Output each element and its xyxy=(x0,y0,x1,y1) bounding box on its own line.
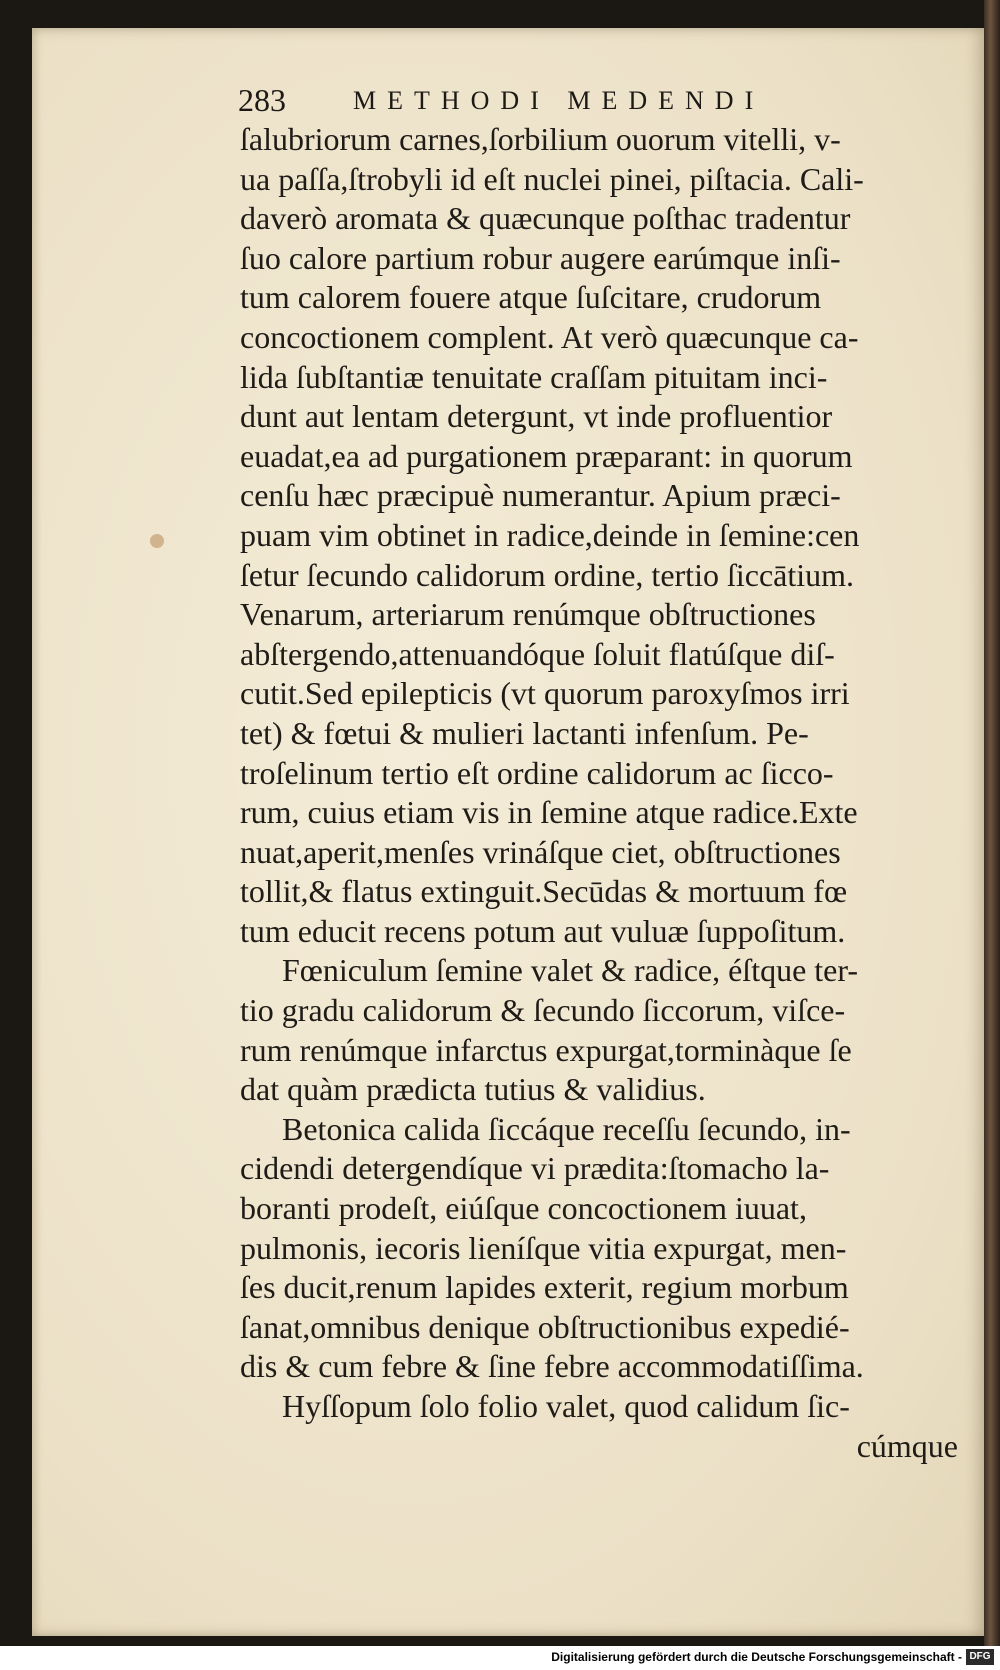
text-line: cenſu hæc præcipuè numerantur. Apium præci- xyxy=(240,477,841,514)
text-line: Venarum, arteriarum renúmque obſtructiones xyxy=(240,596,816,633)
text-line: nuat,aperit,menſes vrináſque ciet, obſtructiones xyxy=(240,833,841,870)
text-line: rum, cuius etiam vis in ſemine atque radice.Exte xyxy=(240,794,858,831)
text-line: tio gradu calidorum & ſecundo ſiccorum, viſce- xyxy=(240,992,846,1029)
text-line: Betonica calida ſiccáque receſſu ſecundo, in- xyxy=(282,1110,851,1147)
text-line: lida ſubſtantiæ tenuitate craſſam pituitam inci- xyxy=(240,358,828,395)
text-line: Hyſſopum ſolo folio valet, quod calidum ſic- xyxy=(282,1388,850,1424)
text-line: euadat,ea ad purgationem præparant: in quorum xyxy=(240,437,853,474)
text-block xyxy=(240,120,960,1466)
paper-stain xyxy=(150,534,164,548)
text-line: abſtergendo,attenuandóque ſoluit flatúſque diſ- xyxy=(240,635,835,672)
text-line: dat quàm prædicta tutius & validius. xyxy=(240,1071,706,1108)
text-line: rum renúmque infarctus expurgat,torminàque ſe xyxy=(240,1031,852,1068)
text-line: pulmonis, iecoris lieníſque vitia expurgat, men- xyxy=(240,1229,847,1266)
text-line: concoctionem complent. At verò quæcunque ca- xyxy=(240,318,859,355)
running-title: METHODI MEDENDI xyxy=(353,86,765,115)
text-line: daverò aromata & quæcunque poſthac tradentur xyxy=(240,200,851,237)
text-line: ſuo calore partium robur augere earúmque inſi- xyxy=(240,239,841,276)
book-edge xyxy=(984,0,1000,1646)
footer-credit: Digitalisierung gefördert durch die Deutsche Forschungsgemeinschaft - xyxy=(551,1650,962,1664)
text-line: ſalubriorum carnes,ſorbilium ouorum vitelli, v- xyxy=(240,121,841,157)
text-line: Fœniculum ſemine valet & radice, éſtque ter- xyxy=(282,952,859,989)
text-line: tet) & fœtui & mulieri lactanti infenſum. Pe- xyxy=(240,714,809,751)
page-header xyxy=(238,82,838,122)
text-line: tum calorem fouere atque ſuſcitare, crudorum xyxy=(240,279,822,316)
text-line: dis & cum febre & ſine febre accommodatiſſima. xyxy=(240,1348,864,1385)
text-line: tum educit recens potum aut vuluæ ſuppoſitum. xyxy=(240,912,846,949)
text-line: ua paſſa,ſtrobyli id eſt nuclei pinei, piſtacia. Cali- xyxy=(240,160,864,197)
page-number: 283 xyxy=(238,82,286,118)
text-line: cidendi detergendíque vi prædita:ſtomacho la- xyxy=(240,1150,830,1187)
text-line: ſes ducit,renum lapides exterit, regium morbum xyxy=(240,1269,849,1306)
text-line: ſetur ſecundo calidorum ordine, tertio ſiccātium. xyxy=(240,556,855,593)
footer-bar xyxy=(0,1646,1000,1670)
catchword: cúmque xyxy=(856,1427,958,1464)
text-line: dunt aut lentam detergunt, vt inde profluentior xyxy=(240,398,833,435)
text-line: tollit,& flatus extinguit.Secūdas & mortuum fœ xyxy=(240,873,848,910)
text-line: troſelinum tertio eſt ordine calidorum ac ſicco- xyxy=(240,754,834,791)
dfg-logo-icon[interactable]: DFG xyxy=(966,1649,994,1665)
text-line: cutit.Sed epilepticis (vt quorum paroxyſmos irri xyxy=(240,675,850,712)
text-line: boranti prodeſt, eiúſque concoctionem iuuat, xyxy=(240,1190,807,1227)
text-line: puam vim obtinet in radice,deinde in ſemine:cen xyxy=(240,516,860,553)
text-line: ſanat,omnibus denique obſtructionibus expedié- xyxy=(240,1308,850,1345)
